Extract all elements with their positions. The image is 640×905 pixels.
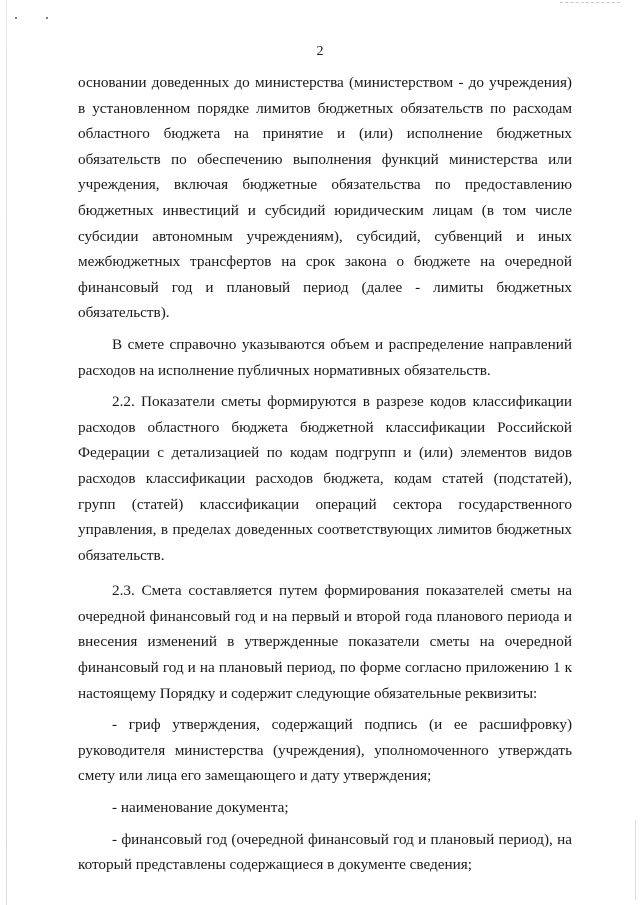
paragraph-continuation: основании доведенных до министерства (министерством - до учреждения) в установленном порядке лимитов бюджетных обязательств по расходам областного бюджета на принятие и (или) исполнение бюджетных обязательств по обеспечению выполнения функций министерства или учреждения, включая бюджетные обязательства по предоставлению бюджетных инвестиций и субсидий юридическим лицам (в том числе субсидии автономным учреждениям), субсидий, субвенций и иных межбюджетных трансфертов на срок закона о бюджете на очередной финансовый год и плановый период (далее - лимиты бюджетных обязательств). [78,74,572,322]
paragraph-reference-note: В смете справочно указываются объем и распределение направлений расходов на исполнение публичных нормативных обязательств. [78,335,572,379]
page-number: 2 [316,44,324,59]
list-item-financial-year: - финансовый год (очередной финансовый год и плановый период), на который представлены содержащиеся в документе сведения; [78,830,572,874]
scan-edge-mark [6,0,7,905]
list-item-approval-stamp: - гриф утверждения, содержащий подпись (и ее расшифровку) руководителя министерства (учреждения), уполномоченного утверждать смету или лица его замещающего и дату утверждения; [78,716,572,785]
document-body [78,70,572,878]
scan-speck [46,17,48,19]
scan-edge-dash [560,2,620,4]
paragraph-2-2: 2.2. Показатели сметы формируются в разрезе кодов классификации расходов областного бюджета бюджетной классификации Российской Федерации с детализацией по кодам подгрупп и (или) элементов видов расходов классификации расходов бюджета, кодам статей (подстатей), групп (статей) классификации операций сектора государственного управления, в пределах доведенных соответствующих лимитов бюджетных обязательств. [78,393,572,564]
list-item-document-name: - наименование документа; [112,799,289,817]
scan-speck [15,17,17,19]
scan-edge-mark [635,820,636,900]
paragraph-2-3: 2.3. Смета составляется путем формирования показателей сметы на очередной финансовый год и на первый и второй года планового периода и внесения изменений в утвержденные показатели сметы на очередной финансовый год и на плановый период, по форме согласно приложению 1 к настоящему Порядку и содержит следующие обязательные реквизиты: [78,582,572,702]
